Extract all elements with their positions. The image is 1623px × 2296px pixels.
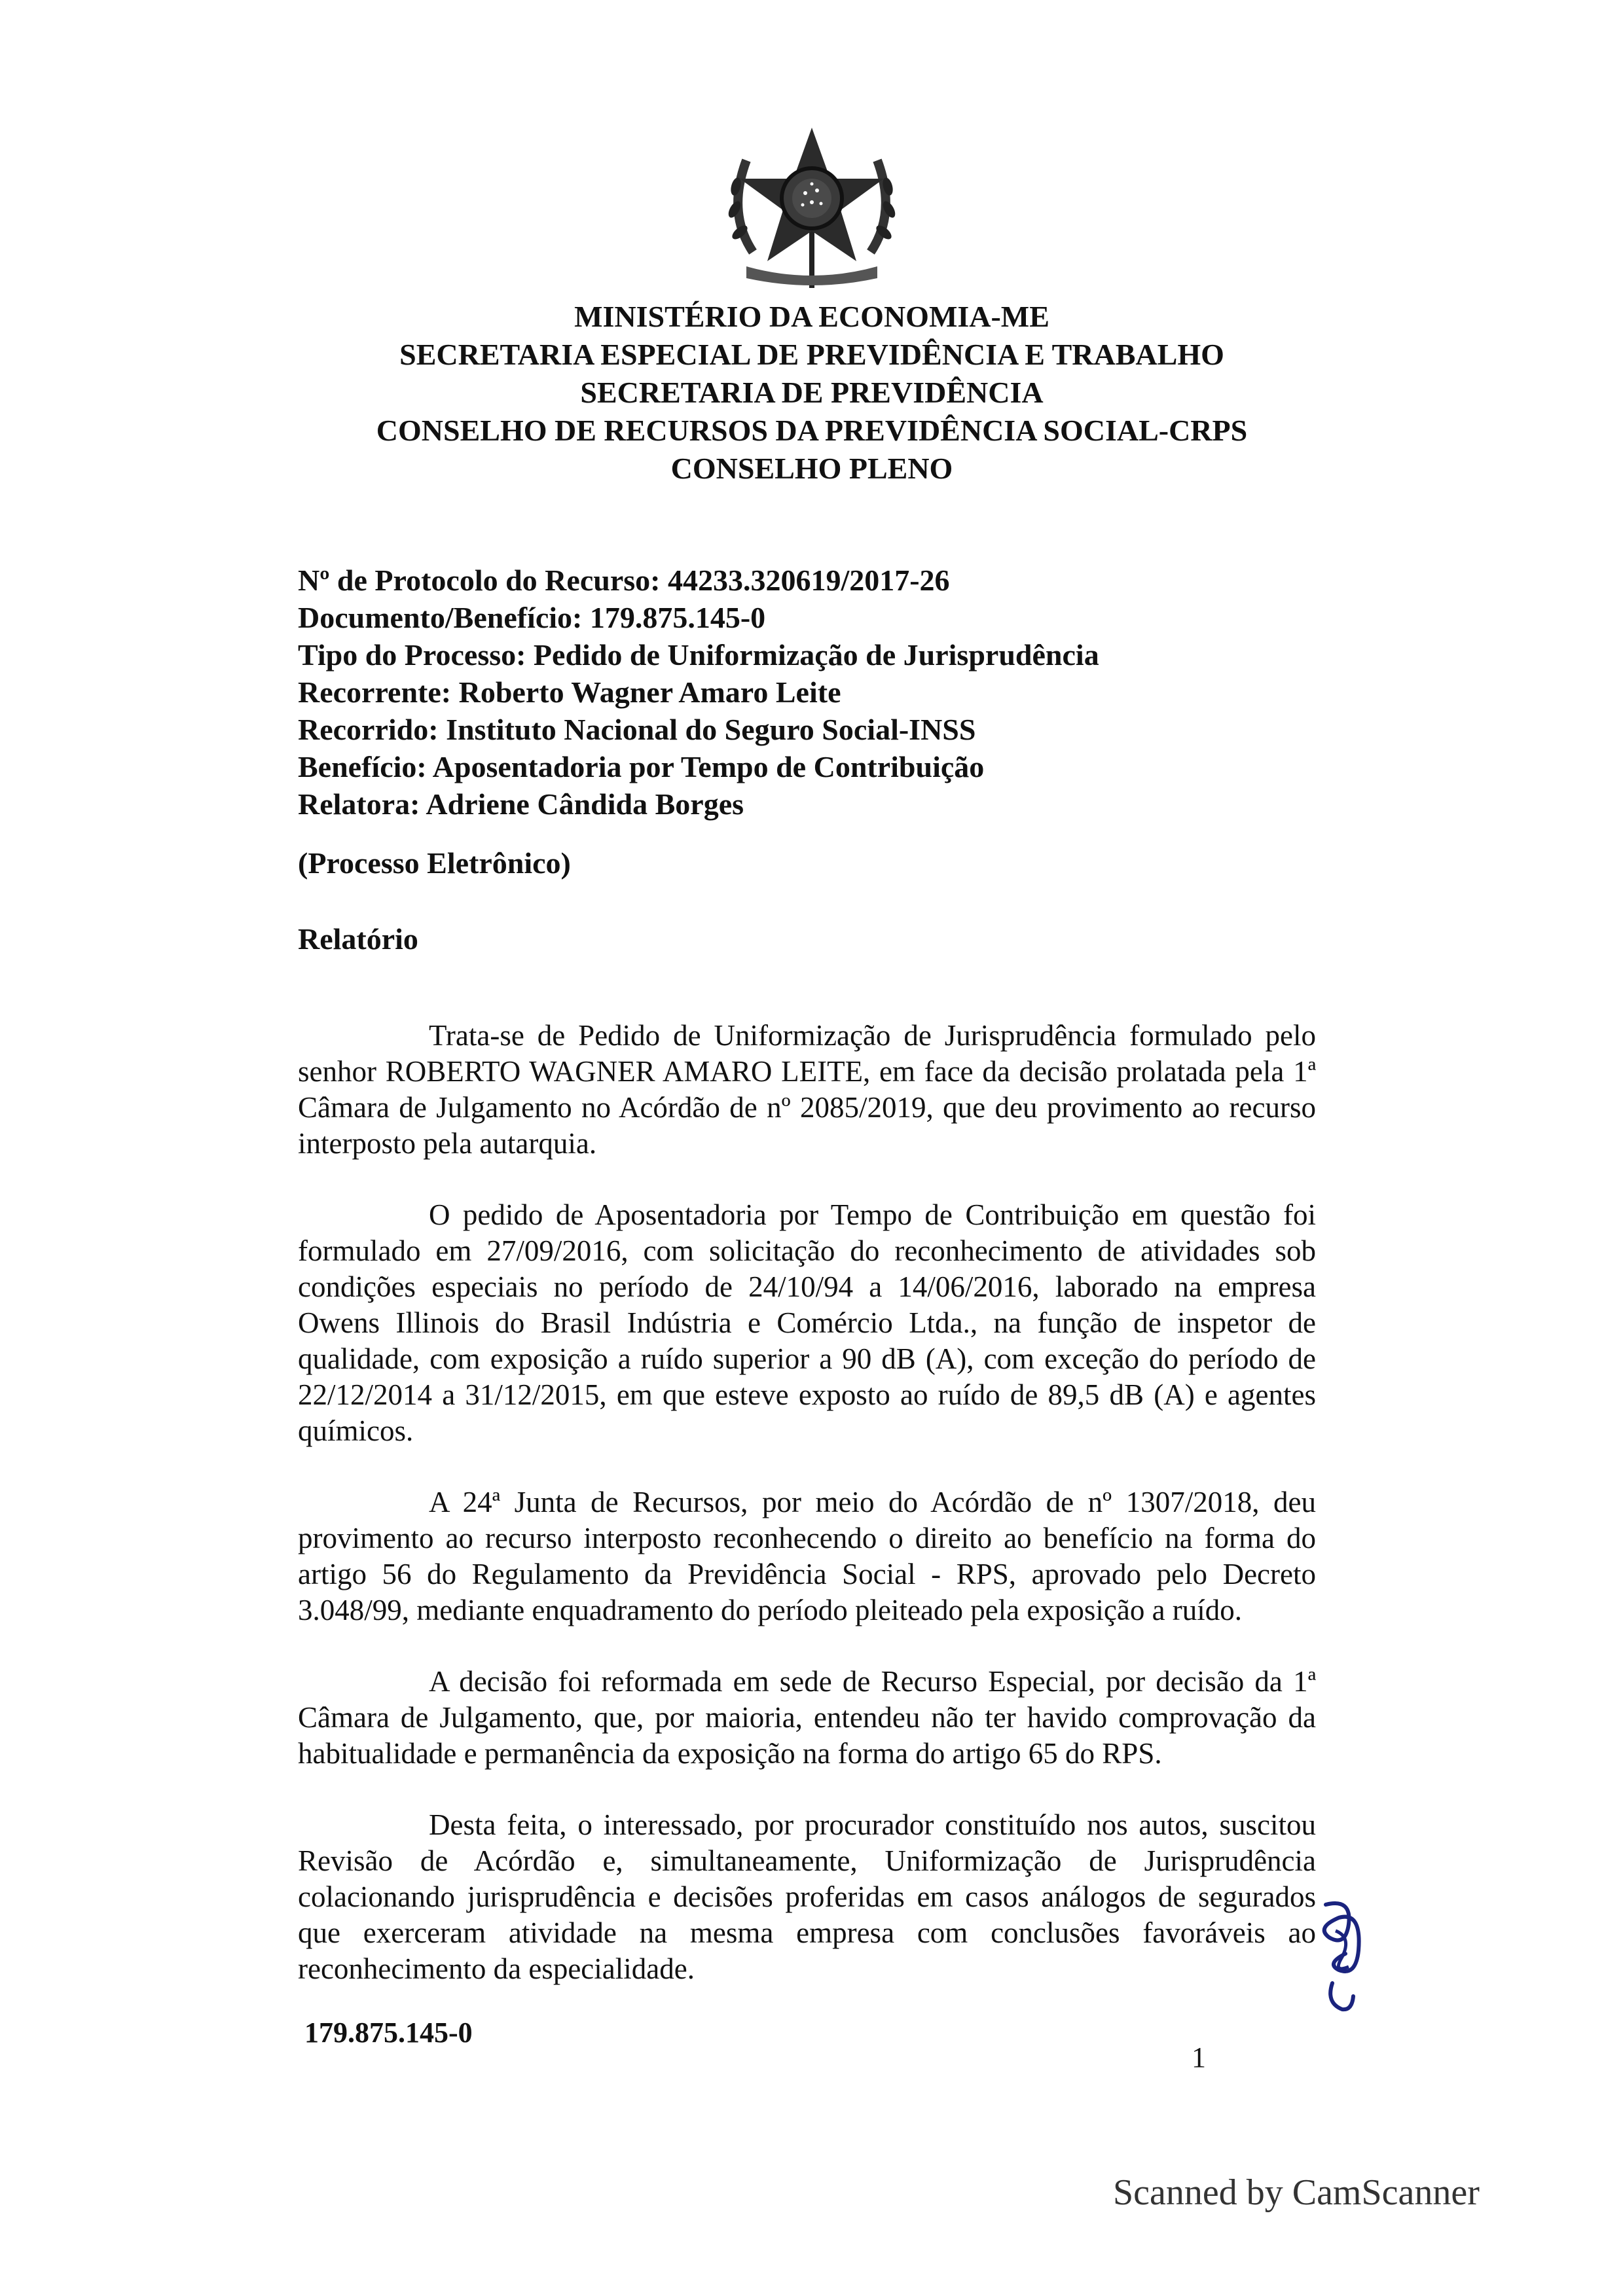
paragraph: O pedido de Aposentadoria por Tempo de Contribuição em questão foi formulado em 27/09/2016, com solicitação do reconhecimento de atividades sob condições especiais no período de 24/10/94 a 14/06/2016, laborado na empresa Owens Illinois do Brasil Indústria e Comércio Ltda., na função de inspetor de qualidade, com exposição a ruído superior a 90 dB (A), com exceção do período de 22/12/2014 a 31/12/2015, em que esteve exposto ao ruído de 89,5 dB (A) e agentes químicos.	[298, 1198, 1316, 1447]
meta-benefit: Benefício: Aposentadoria por Tempo de Contribuição	[298, 750, 985, 783]
meta-respondent: Recorrido: Instituto Nacional do Seguro Social-INSS	[298, 713, 976, 746]
paragraph: A 24ª Junta de Recursos, por meio do Acórdão de nº 1307/2018, deu provimento ao recurso interposto reconhecendo o direito ao benefício na forma do artigo 56 do Regulamento da Previdência Social - RPS, aprovado pelo Decreto 3.048/99, mediante enquadramento do período pleiteado pela exposição a ruído.	[298, 1486, 1316, 1626]
electronic-process-label: (Processo Eletrônico)	[298, 846, 571, 880]
meta-appellant: Recorrente: Roberto Wagner Amaro Leite	[298, 675, 841, 709]
meta-rapporteur: Relatora: Adriene Cândida Borges	[298, 787, 744, 821]
report-heading: Relatório	[298, 922, 418, 956]
paragraph: Desta feita, o interessado, por procurador constituído nos autos, suscitou Revisão de Acórdão e, simultaneamente, Uniformização de Jurisprudência colacionando jurisprudência e decisões proferidas em casos análogos de segurados que exerceram atividade na mesma empresa com conclusões favoráveis ao reconhecimento da especialidade.	[298, 1808, 1316, 1985]
scanner-watermark: Scanned by CamScanner	[1113, 2172, 1480, 2213]
meta-document: Documento/Benefício: 179.875.145-0	[298, 601, 766, 634]
header-council: CONSELHO DE RECURSOS DA PREVIDÊNCIA SOCIAL-CRPS	[376, 414, 1248, 447]
signature-initials	[1313, 1892, 1372, 2016]
meta-process-type: Tipo do Processo: Pedido de Uniformização de Jurisprudência	[298, 638, 1099, 672]
meta-protocol: Nº de Protocolo do Recurso: 44233.320619/2017-26	[298, 564, 950, 597]
report-body	[298, 1018, 1316, 2022]
header-ministry: MINISTÉRIO DA ECONOMIA-ME	[574, 300, 1049, 333]
header-special-secretariat: SECRETARIA ESPECIAL DE PREVIDÊNCIA E TRABALHO	[399, 338, 1224, 371]
paragraph: A decisão foi reformada em sede de Recurso Especial, por decisão da 1ª Câmara de Julgamento, que, por maioria, entendeu não ter havido comprovação da habitualidade e permanência da exposição na forma do artigo 65 do RPS.	[298, 1665, 1316, 1770]
case-metadata	[298, 562, 1099, 823]
coat-of-arms-icon	[714, 121, 910, 291]
header-plenary: CONSELHO PLENO	[670, 452, 953, 485]
document-header	[196, 298, 1427, 488]
footer-document-number: 179.875.145-0	[304, 2017, 473, 2049]
header-secretariat: SECRETARIA DE PREVIDÊNCIA	[580, 376, 1044, 409]
paragraph: Trata-se de Pedido de Uniformização de Jurisprudência formulado pelo senhor ROBERTO WAGNER AMARO LEITE, em face da decisão prolatada pela 1ª Câmara de Julgamento no Acórdão de nº 2085/2019, que deu provimento ao recurso interposto pela autarquia.	[298, 1019, 1316, 1160]
page-number: 1	[1192, 2041, 1206, 2073]
